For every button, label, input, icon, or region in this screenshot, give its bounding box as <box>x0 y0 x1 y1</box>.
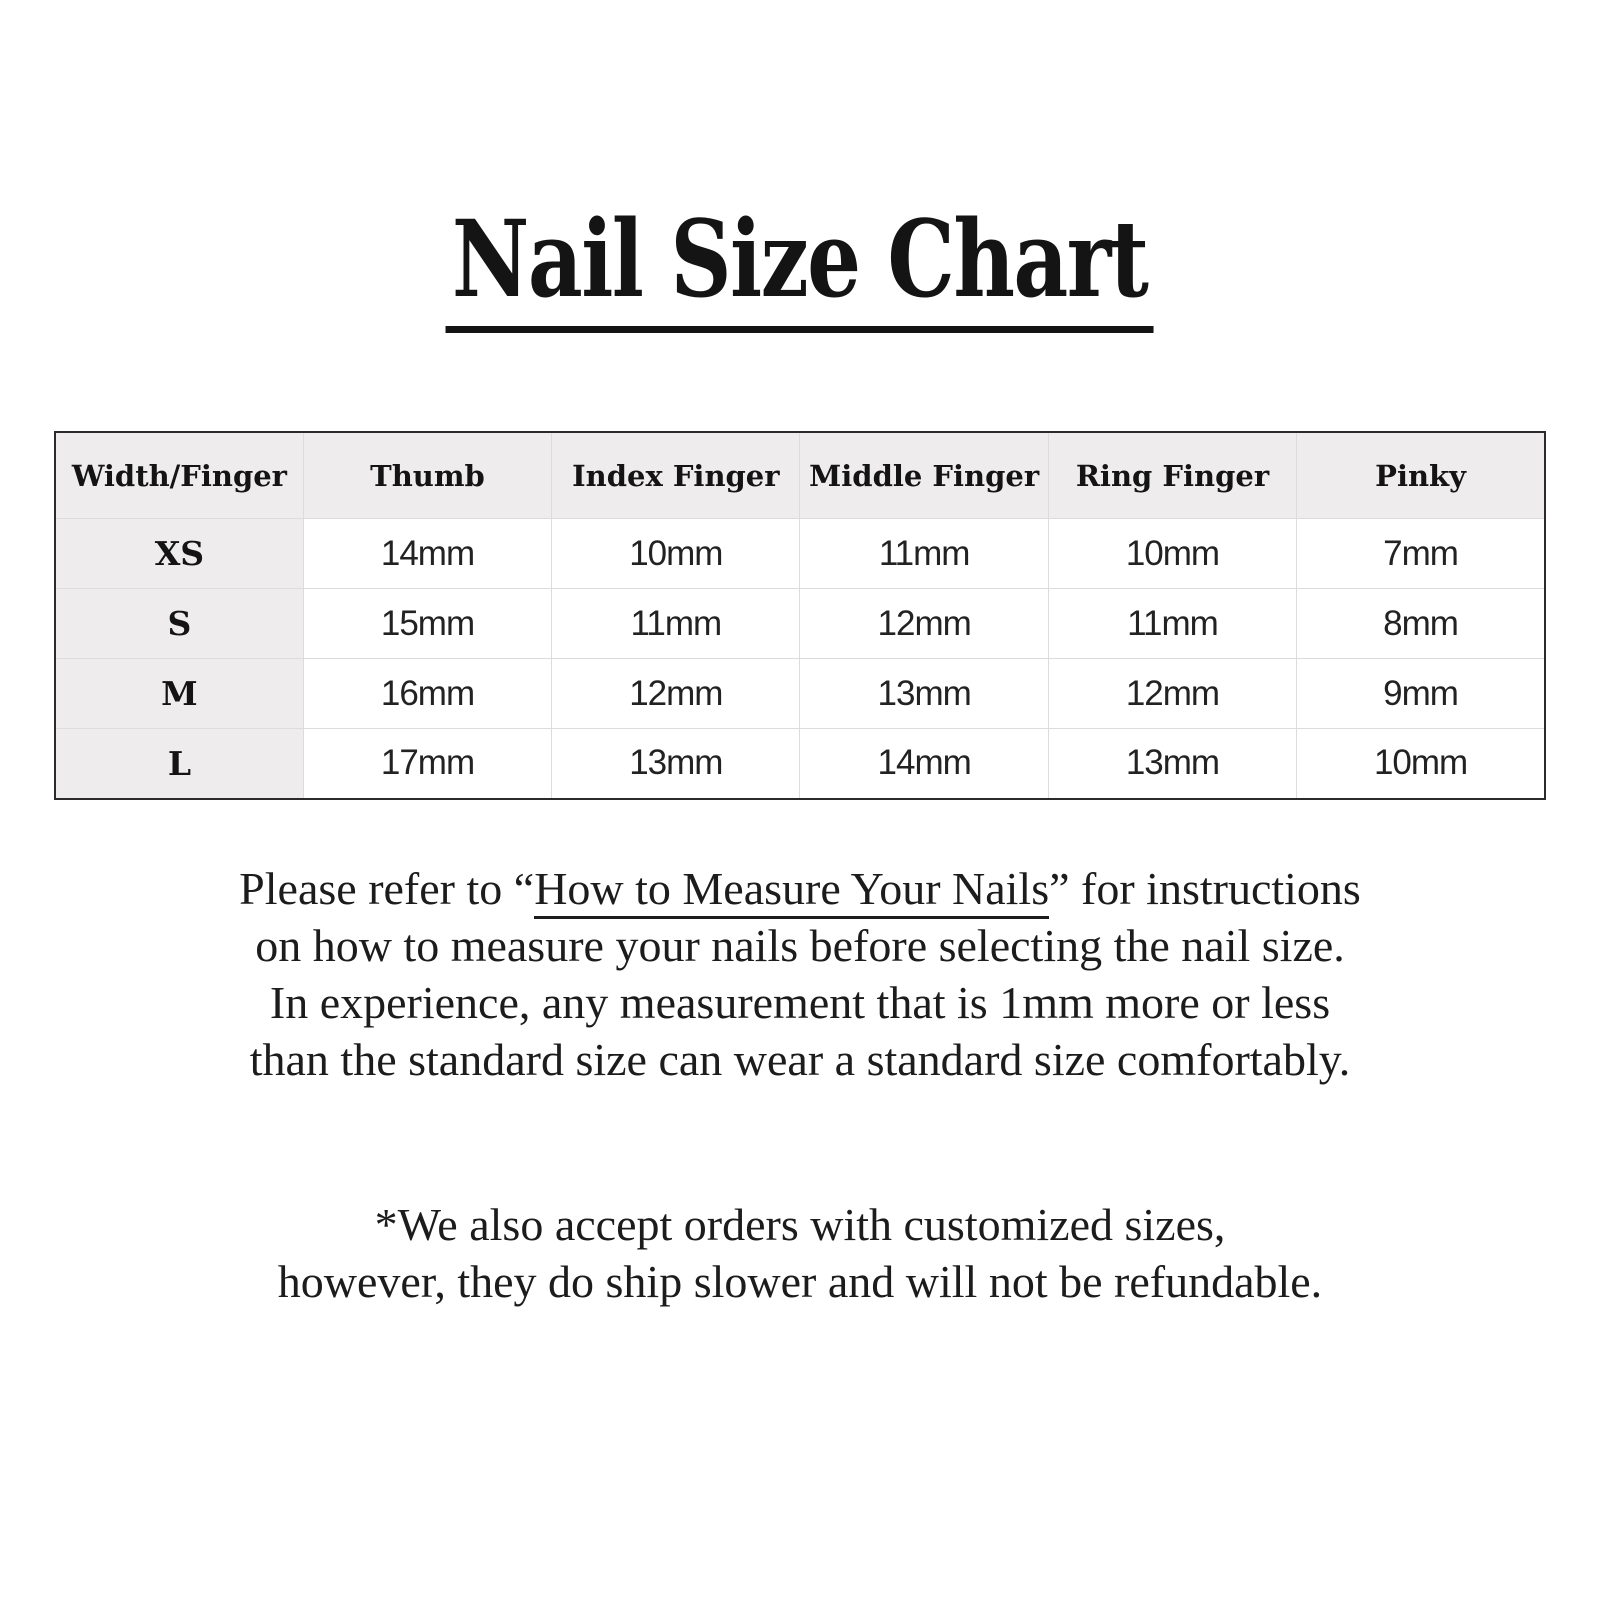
column-header-thumb: Thumb <box>303 432 551 519</box>
size-label-xs: XS <box>55 519 303 589</box>
table-row-xs <box>55 519 1545 589</box>
cell-xs-index: 10mm <box>552 519 800 589</box>
column-header-index-finger: Index Finger <box>552 432 800 519</box>
measure-note-suffix: ” for instructions <box>1049 862 1361 914</box>
note-line: however, they do ship slower and will not be refundable. <box>277 1255 1323 1307</box>
nail-size-table <box>54 431 1546 800</box>
note-line <box>239 863 1361 919</box>
table-row-s <box>55 589 1545 659</box>
note-line: on how to measure your nails before selecting the nail size. <box>255 919 1345 971</box>
cell-m-ring: 12mm <box>1048 659 1296 729</box>
column-header-middle-finger: Middle Finger <box>800 432 1048 519</box>
cell-l-index: 13mm <box>552 729 800 799</box>
note-line: In experience, any measurement that is 1mm more or less <box>269 976 1331 1028</box>
cell-m-middle: 13mm <box>800 659 1048 729</box>
table-row-m <box>55 659 1545 729</box>
cell-m-thumb: 16mm <box>303 659 551 729</box>
cell-l-ring: 13mm <box>1048 729 1296 799</box>
table-row-l <box>55 729 1545 799</box>
cell-l-pinky: 10mm <box>1297 729 1545 799</box>
cell-m-index: 12mm <box>552 659 800 729</box>
page-title: Nail Size Chart <box>446 206 1154 333</box>
cell-s-pinky: 8mm <box>1297 589 1545 659</box>
size-label-l: L <box>55 729 303 799</box>
column-header-width-finger: Width/Finger <box>55 432 303 519</box>
table-header-row <box>55 432 1545 519</box>
cell-xs-pinky: 7mm <box>1297 519 1545 589</box>
custom-sizes-note <box>0 1196 1600 1310</box>
column-header-ring-finger: Ring Finger <box>1048 432 1296 519</box>
cell-s-thumb: 15mm <box>303 589 551 659</box>
table-body <box>55 519 1545 799</box>
cell-m-pinky: 9mm <box>1297 659 1545 729</box>
cell-l-middle: 14mm <box>800 729 1048 799</box>
table-header <box>55 432 1545 519</box>
note-line: than the standard size can wear a standard size comfortably. <box>249 1033 1351 1085</box>
measure-guide-link[interactable]: How to Measure Your Nails <box>534 863 1049 919</box>
cell-s-ring: 11mm <box>1048 589 1296 659</box>
cell-xs-thumb: 14mm <box>303 519 551 589</box>
cell-xs-ring: 10mm <box>1048 519 1296 589</box>
cell-l-thumb: 17mm <box>303 729 551 799</box>
measure-note <box>0 860 1600 1088</box>
cell-s-middle: 12mm <box>800 589 1048 659</box>
size-label-m: M <box>55 659 303 729</box>
measure-note-prefix: Please refer to “ <box>239 862 535 914</box>
cell-xs-middle: 11mm <box>800 519 1048 589</box>
note-line: *We also accept orders with customized sizes, <box>374 1198 1226 1250</box>
column-header-pinky: Pinky <box>1297 432 1545 519</box>
cell-s-index: 11mm <box>552 589 800 659</box>
header <box>0 196 1600 333</box>
size-label-s: S <box>55 589 303 659</box>
